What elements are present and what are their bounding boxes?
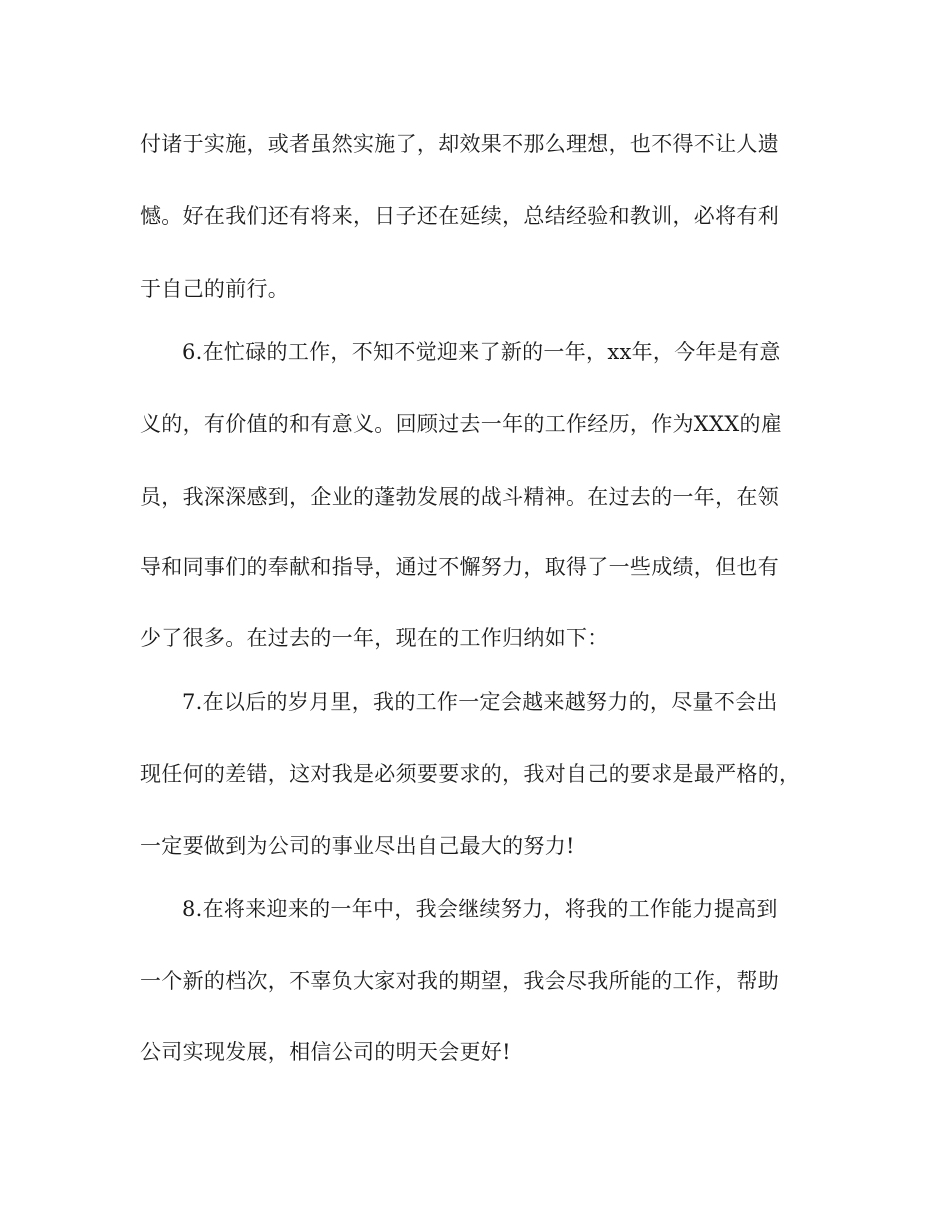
text-line: 义的，有价值的和有意义。回顾过去一年的工作经历，作为XXX的雇 xyxy=(140,412,783,436)
paragraph-6-start: 6.在忙碌的工作，不知不觉迎来了新的一年，xx年，今年是有意 xyxy=(182,340,781,364)
text-line: 现任何的差错，这对我是必须要要求的，我对自己的要求是最严格的， xyxy=(140,762,801,786)
text-line: 公司实现发展，相信公司的明天会更好! xyxy=(140,1040,511,1064)
paragraph-8-start: 8.在将来迎来的一年中，我会继续努力，将我的工作能力提高到 xyxy=(182,897,778,921)
text-line: 少了很多。在过去的一年，现在的工作归纳如下： xyxy=(140,626,609,650)
text-line: 付诸于实施，或者虽然实施了，却效果不那么理想，也不得不让人遗 xyxy=(140,132,779,156)
text-line: 一个新的档次，不辜负大家对我的期望，我会尽我所能的工作，帮助 xyxy=(140,969,779,993)
text-line: 导和同事们的奉献和指导，通过不懈努力，取得了一些成绩，但也有 xyxy=(140,555,779,579)
text-line: 员，我深深感到，企业的蓬勃发展的战斗精神。在过去的一年，在领 xyxy=(140,485,779,509)
text-line: 憾。好在我们还有将来，日子还在延续，总结经验和教训，必将有利 xyxy=(140,204,779,228)
paragraph-7-start: 7.在以后的岁月里，我的工作一定会越来越努力的，尽量不会出 xyxy=(182,690,778,714)
text-line: 于自己的前行。 xyxy=(140,277,290,301)
text-line: 一定要做到为公司的事业尽出自己最大的努力! xyxy=(140,834,575,858)
